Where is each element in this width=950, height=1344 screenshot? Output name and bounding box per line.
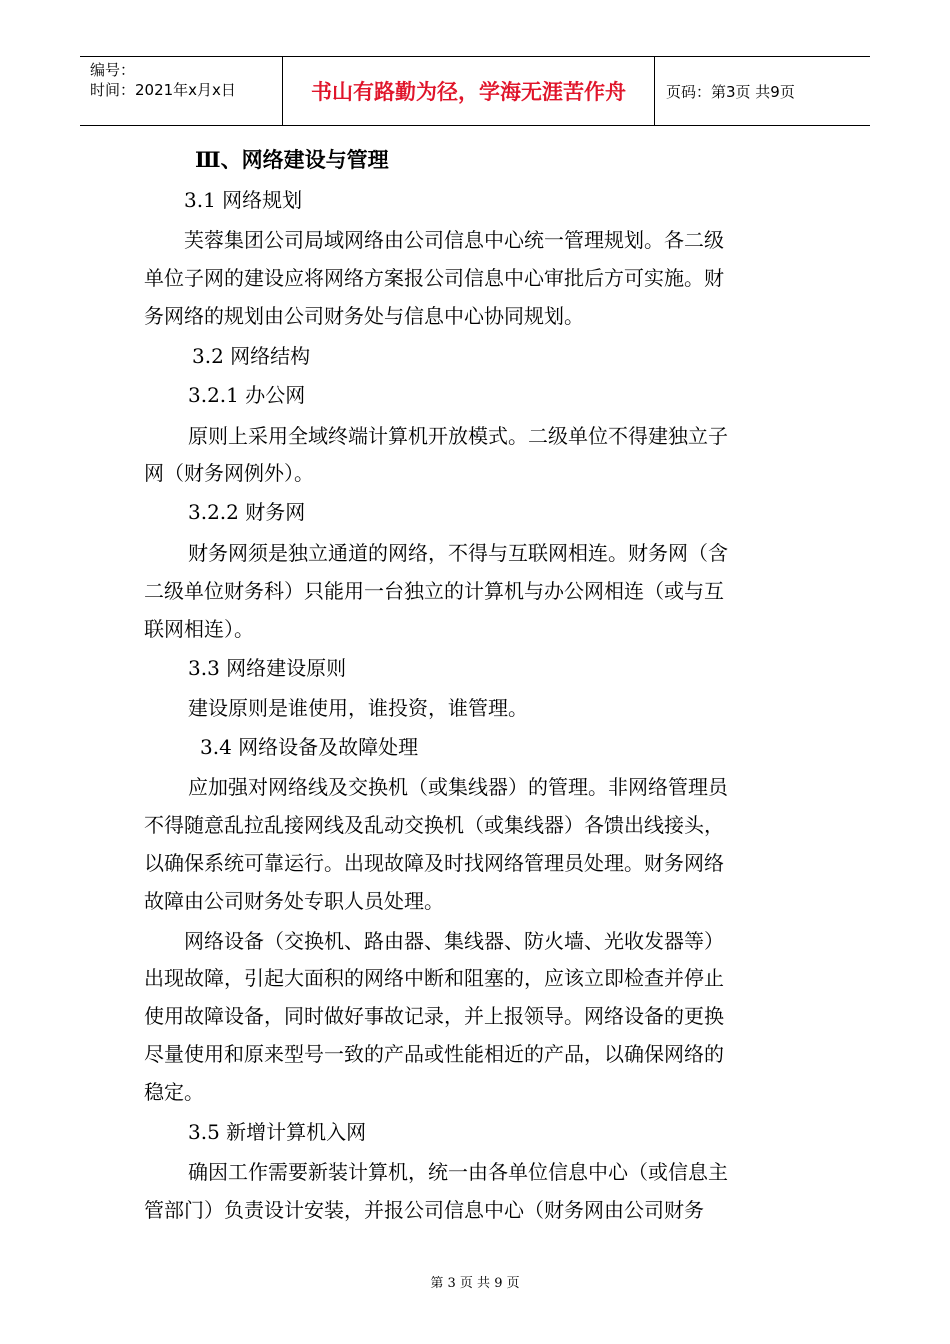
- header-meta: [80, 57, 283, 125]
- paragraph-line: 故障由公司财务处专职人员处理。: [144, 889, 444, 913]
- paragraph-line: 原则上采用全域终端计算机开放模式。二级单位不得建独立子: [188, 424, 728, 448]
- section-heading: Ⅲ、网络建设与管理: [195, 147, 389, 172]
- subsection-heading: 3.4 网络设备及故障处理: [200, 735, 419, 759]
- paragraph-line: 不得随意乱拉乱接网线及乱动交换机（或集线器）各馈出线接头，: [144, 813, 724, 837]
- subsection-heading: 3.2.1 办公网: [188, 383, 306, 407]
- paragraph-line: 务网络的规划由公司财务处与信息中心协同规划。: [144, 304, 584, 328]
- subsection-heading: 3.3 网络建设原则: [188, 656, 347, 680]
- paragraph-line: 单位子网的建设应将网络方案报公司信息中心审批后方可实施。财: [144, 266, 724, 290]
- paragraph-line: 联网相连）。: [144, 617, 254, 641]
- paragraph-line: 芙蓉集团公司局域网络由公司信息中心统一管理规划。各二级: [184, 228, 724, 252]
- paragraph-line: 确因工作需要新装计算机，统一由各单位信息中心（或信息主: [188, 1160, 728, 1184]
- paragraph-line: 建设原则是谁使用，谁投资，谁管理。: [188, 696, 528, 720]
- paragraph-line: 网络设备（交换机、路由器、集线器、防火墙、光收发器等）: [184, 929, 724, 953]
- paragraph-line: 财务网须是独立通道的网络，不得与互联网相连。财务网（含: [188, 541, 728, 565]
- paragraph-line: 二级单位财务科）只能用一台独立的计算机与办公网相连（或与互: [144, 579, 724, 603]
- paragraph-line: 出现故障，引起大面积的网络中断和阻塞的，应该立即检查并停止: [144, 966, 724, 990]
- page-header: [80, 56, 870, 126]
- paragraph-line: 稳定。: [144, 1080, 204, 1104]
- paragraph-line: 以确保系统可靠运行。出现故障及时找网络管理员处理。财务网络: [144, 851, 724, 875]
- paragraph-line: 尽量使用和原来型号一致的产品或性能相近的产品，以确保网络的: [144, 1042, 724, 1066]
- subsection-heading: 3.2 网络结构: [192, 344, 311, 368]
- paragraph-line: 使用故障设备，同时做好事故记录，并上报领导。网络设备的更换: [144, 1004, 724, 1028]
- paragraph-line: 应加强对网络线及交换机（或集线器）的管理。非网络管理员: [188, 775, 728, 799]
- paragraph-line: 管部门）负责设计安装，并报公司信息中心（财务网由公司财务: [144, 1198, 704, 1222]
- subsection-heading: 3.1 网络规划: [184, 188, 303, 212]
- time-label: 时间：2021年x月x日: [90, 81, 236, 99]
- serial-label: 编号：: [90, 61, 136, 79]
- paragraph-line: 网（财务网例外）。: [144, 461, 314, 485]
- subsection-heading: 3.2.2 财务网: [188, 500, 306, 524]
- subsection-heading: 3.5 新增计算机入网: [188, 1120, 367, 1144]
- page-footer: 第 3 页 共 9 页: [430, 1276, 520, 1291]
- header-page-info: 页码：第3页 共9页: [666, 82, 795, 101]
- header-motto: 书山有路勤为径，学海无涯苦作舟: [283, 57, 655, 125]
